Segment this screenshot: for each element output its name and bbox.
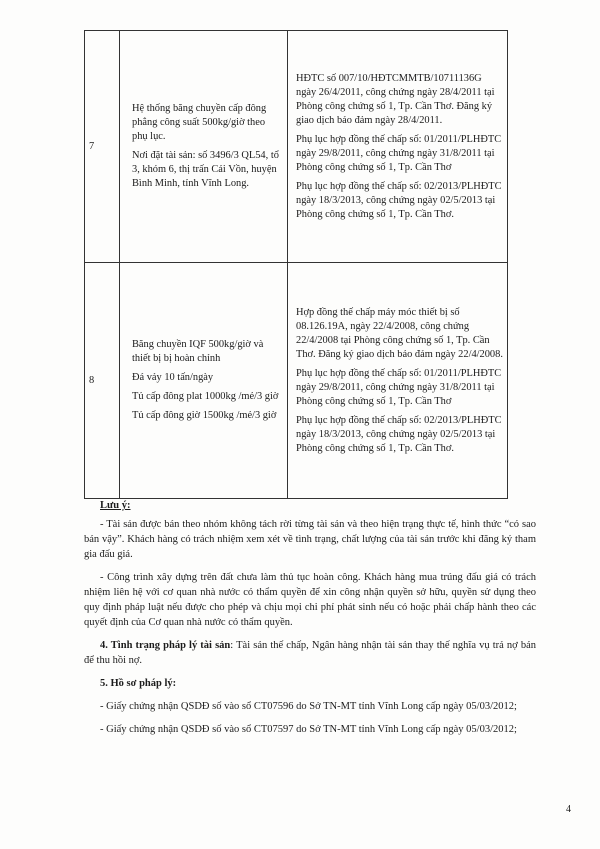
asset-line: Tủ cấp đông giờ 1500kg /mẻ/3 giờ [132,410,277,421]
asset-line: Nơi đặt tài sản: số 3496/3 QL54, tổ 3, khóm 6, thị trấn Cái Vồn, huyện Bình Minh, tỉnh Vĩnh Long. [132,150,279,189]
row-number: 7 [85,31,120,263]
asset-line: Tủ cấp đông plat 1000kg /mẻ/3 giờ [132,391,279,402]
section-text: : Tài sản thế chấp, Ngân hàng nhận tài sản thay thế nghĩa vụ trả nợ bán để thu hồi nợ. [84,640,536,666]
table-row [85,31,508,263]
asset-line: Đá vảy 10 tấn/ngày [132,372,214,383]
asset-line: Hệ thống băng chuyền cấp đông phẳng công suất 500kg/giờ theo phụ lục. [132,103,267,142]
asset-description-cell [120,31,288,263]
note-item: - Tài sản được bán theo nhóm không tách rời từng tài sản và theo hiện trạng thực tế, hình thức “có sao bán vậy”. Khách hàng có trách nhiệm xem xét về tình trạng, chất lượng của tài sản trước khi đăng ký tham gia đấu giá. [84,519,536,560]
asset-table [84,30,508,499]
legal-docs-heading: 5. Hồ sơ pháp lý: [100,678,177,689]
legal-line: Hợp đồng thế chấp máy móc thiết bị số 08.126.19A, ngày 22/4/2008, công chứng 22/4/2008 tại Phòng công chứng số 1, Tp. Cần Thơ. Đăng ký giao dịch bảo đảm ngày 22/4/2008. [296,306,503,360]
legal-line: Phụ lục hợp đồng thế chấp số: 02/2013/PLHĐTC ngày 18/3/2013, công chứng ngày 02/5/2013 tại Phòng công chứng số 1, Tp. Cần Thơ. [296,414,502,454]
legal-line: HĐTC số 007/10/HĐTCMMTB/10711136G ngày 26/4/2011, công chứng ngày 28/4/2011 tại Phòng công chứng số 1, Tp. Cần Thơ. Đăng ký giao dịch bảo đảm ngày 28/4/2011. [296,72,495,126]
legal-line: Phụ lục hợp đồng thế chấp số: 01/2011/PLHĐTC ngày 29/8/2011, công chứng ngày 31/8/2011 tại Phòng công chứng số 1, Tp. Cần Thơ [296,367,502,407]
row-number: 8 [85,263,120,499]
legal-status-paragraph [84,638,536,668]
notes-heading: Lưu ý: [100,500,131,511]
asset-description-cell [120,263,288,499]
legal-line: Phụ lục hợp đồng thế chấp số: 02/2013/PLHĐTC ngày 18/3/2013, công chứng ngày 02/5/2013 tại Phòng công chứng số 1, Tp. Cần Thơ. [296,180,502,220]
legal-doc-item: - Giấy chứng nhận QSDĐ số vào sổ CT07597 do Sở TN-MT tỉnh Vĩnh Long cấp ngày 05/03/2012; [100,724,517,735]
legal-basis-cell [288,31,508,263]
notes-section [84,498,536,745]
asset-line: Băng chuyền IQF 500kg/giờ và thiết bị bị hoàn chỉnh [132,339,264,364]
legal-line: Phụ lục hợp đồng thế chấp số: 01/2011/PLHĐTC ngày 29/8/2011, công chứng ngày 31/8/2011 tại Phòng công chứng số 1, Tp. Cần Thơ [296,133,502,173]
note-item: - Công trình xây dựng trên đất chưa làm thủ tục hoàn công. Khách hàng mua trúng đấu giá có trách nhiệm liên hệ với cơ quan nhà nước có thẩm quyền để xin công nhận quyền sở hữu, quyền sử dụng theo quy định pháp luật nếu được cho phép và chịu mọi chi phí phát sinh nếu có hoặc phải chấp hành theo các quyết định của Cơ quan nhà nước có thẩm quyền. [84,572,536,628]
section-heading: 4. Tình trạng pháp lý tài sản [100,640,231,651]
legal-basis-cell [288,263,508,499]
page-number: 4 [566,804,571,815]
table-row [85,263,508,499]
legal-doc-item: - Giấy chứng nhận QSDĐ số vào sổ CT07596 do Sở TN-MT tỉnh Vĩnh Long cấp ngày 05/03/2012; [100,701,517,712]
